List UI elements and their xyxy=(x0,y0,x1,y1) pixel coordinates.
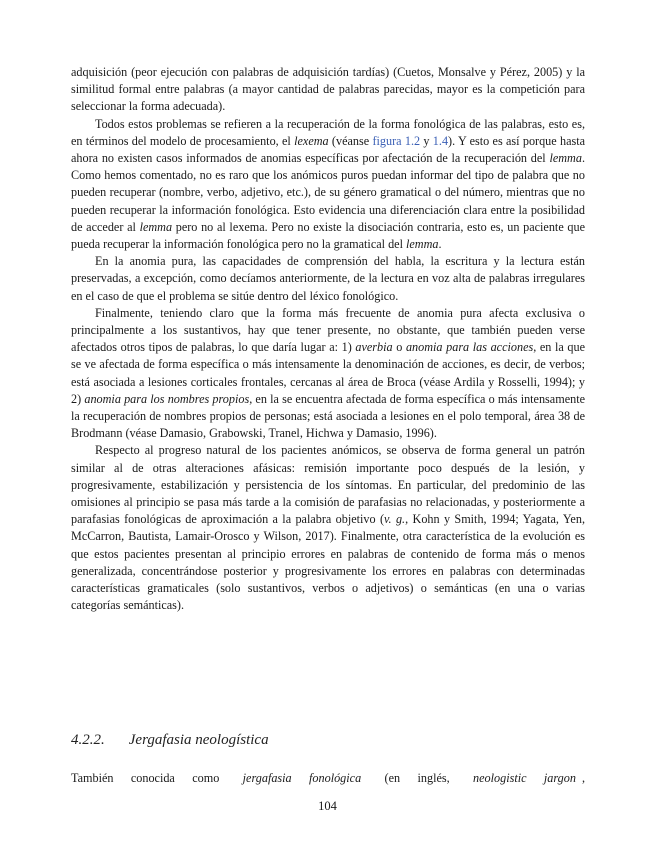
page-body xyxy=(71,64,585,615)
text-run: , xyxy=(581,771,585,785)
text-run: También conocida como xyxy=(71,771,237,785)
section-heading xyxy=(71,732,269,749)
italic-text: lemma xyxy=(549,151,582,166)
italic-text: neologistic jargon xyxy=(473,771,576,785)
italic-text: lemma xyxy=(406,237,439,252)
italic-text: anomia para los nombres propios xyxy=(84,391,250,406)
italic-text: jergafasia fonológica xyxy=(242,771,362,785)
paragraph-4 xyxy=(71,305,585,443)
figure-link[interactable]: 1.4 xyxy=(432,133,449,148)
text-run: . xyxy=(438,237,442,252)
italic-text: lemma xyxy=(139,219,173,234)
continuation-line xyxy=(71,770,585,787)
italic-text: averbia xyxy=(355,340,393,355)
section-title: Jergafasia neologística xyxy=(128,732,269,748)
text-run: (en inglés, xyxy=(367,771,468,785)
text-run: y xyxy=(420,133,433,148)
page-number: 104 xyxy=(318,799,337,813)
text-run: . Como hemos comentado, no es raro que los anómicos puros puedan informar del tipo de palabra que no pueden recuperar (nombre, verbo, adjetivo, etc.), de su género gramatical o del número, mientras que no pueden recuperar la información fonológica. Esto evidencia una diferenciación clara entre la posibilidad de acceder al xyxy=(71,151,585,234)
paragraph-2 xyxy=(71,116,585,254)
text-run: Todos estos problemas se refieren a la recuperación de la forma fonológica de las palabras, esto es, en términos del modelo de procesamiento, el xyxy=(71,116,585,148)
text-run: En la anomia pura, las capacidades de comprensión del habla, la escritura y la lectura están preservadas, a excepción, como decíamos anteriormente, de la lectura en voz alta de palabras irregulares en el caso de que el problema se sitúe dentro del léxico fonológico. xyxy=(71,254,585,303)
paragraph-3 xyxy=(71,253,585,305)
section-number: 4.2.2. xyxy=(71,732,105,748)
italic-text: v. g. xyxy=(384,512,406,527)
paragraph-1 xyxy=(71,64,585,116)
figure-link[interactable]: figura 1.2 xyxy=(372,133,421,148)
text-run: (véanse xyxy=(328,133,373,148)
paragraph-5 xyxy=(71,442,585,614)
text-run: , en la se encuentra afectada de forma específica o más intensamente la recuperación de nombres propios de personas; está asociada a lesiones en el polo temporal, área 38 de Brodmann (véase Damasio, Grabowski, Tranel, Hichwa y Damasio, 1996). xyxy=(71,391,585,441)
text-run: Respecto al progreso natural de los pacientes anómicos, se observa de forma general un patrón similar al de otras alteraciones afásicas: remisión importante poco después de la lesión, y progresivamente, estabilización y persistencia de los síntomas. En particular, del predominio de las omisiones al principio se pasa más tarde a la comisión de parafasias no relacionadas, y posteriormente a parafasias fonológicas de aproximación a la palabra objetivo ( xyxy=(71,443,585,527)
text-run: , Kohn y Smith, 1994; Yagata, Yen, McCarron, Bautista, Lamair-Orosco y Wilson, 2017). Finalmente, otra característica de la evolución es que estos pacientes presentan al principio errores en palabras de contenido de forma más o menos generalizada, concentrándose posterior y progresivamente los errores en palabras con determinadas características gramaticales (solo sustantivos, verbos o adjetivos) o semánticas (en una o varias categorías semánticas). xyxy=(71,512,585,613)
italic-text: anomia para las acciones xyxy=(405,340,534,355)
text-run: adquisición (peor ejecución con palabras de adquisición tardías) (Cuetos, Monsalve y Pérez, 2005) y la similitud formal entre palabras (a mayor cantidad de palabras parecidas, mayor es la competición para seleccionar la forma adecuada). xyxy=(71,65,585,114)
text-run: ). Y esto es así porque hasta ahora no existen casos informados de anomias específicas por afectación de la recuperación del xyxy=(71,133,586,166)
text-run: o xyxy=(392,340,406,355)
text-run: pero no al lexema. Pero no existe la disociación contraria, esto es, un paciente que pueda recuperar la información fonológica pero no la gramatical del xyxy=(71,219,586,252)
text-run: , en la que se ve afectada de forma específica o más intensamente la denominación de acciones, es decir, de verbos; está asociada a lesiones corticales frontales, cercanas al área de Broca (véase Ardila y Rosselli, 1994); y 2) xyxy=(71,340,586,406)
text-run: Finalmente, teniendo claro que la forma más frecuente de anomia pura afecta exclusiva o principalmente a los sustantivos, hay que tener presente, no obstante, que también pueden verse afectados otros tipos de palabras, lo que daría lugar a: 1) xyxy=(71,305,585,355)
italic-text: lexema xyxy=(294,133,329,148)
